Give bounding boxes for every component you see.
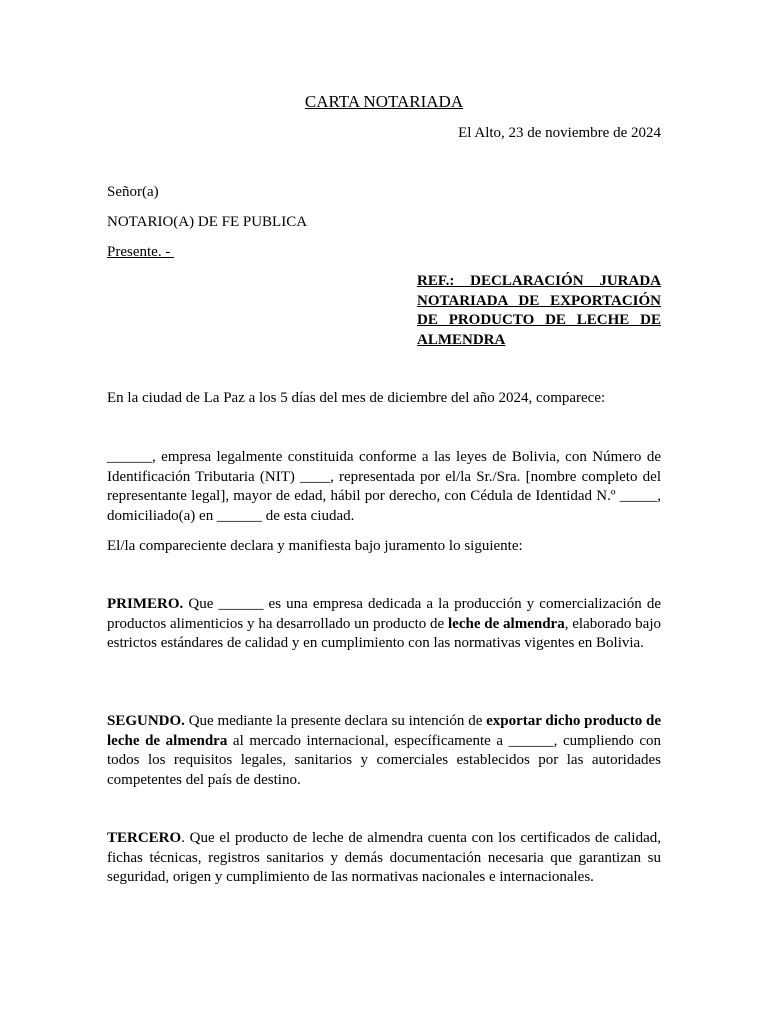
reference-block: REF.: DECLARACIÓN JURADA NOTARIADA DE EXPORTACIÓN DE PRODUCTO DE LECHE DE ALMENDRA	[417, 273, 661, 348]
recipient: NOTARIO(A) DE FE PUBLICA	[107, 214, 308, 230]
clause-text: Que ______ es una empresa dedicada a la producción y comercialización de productos alimenticios y ha desarrollado un producto de	[107, 596, 661, 632]
declaration-intro: El/la compareciente declara y manifiesta bajo juramento lo siguiente:	[107, 538, 523, 554]
clause-label: PRIMERO.	[107, 596, 184, 612]
clause-bold: exportar dicho producto de leche de almendra	[107, 713, 661, 749]
clause-text: . Que el producto de leche de almendra cuenta con los certificados de calidad, fichas técnicas, registros sanitarios y demás documentación necesaria que garantizan su seguridad, origen y cumplimiento de las normativas nacionales e internacionales.	[107, 830, 661, 885]
clause-text: Que mediante la presente declara su intención de	[184, 713, 487, 729]
clause-label: TERCERO	[107, 830, 182, 846]
clause-text: al mercado internacional, específicamente a ______, cumpliendo con todos los requisitos legales, sanitarios y comerciales establecidos por las autoridades competentes del país de destino.	[107, 732, 661, 788]
clause-segundo	[107, 712, 661, 790]
company-paragraph: ______, empresa legalmente constituida conforme a las leyes de Bolivia, con Número de Identificación Tributaria (NIT) ____, representada por el/la Sr./Sra. [nombre completo del representante legal], mayor de edad, hábil por derecho, con Cédula de Identidad N.º _____, domiciliado(a) en ______ de esta ciudad.	[107, 449, 661, 524]
document-title: CARTA NOTARIADA	[304, 92, 464, 111]
clause-bold: leche de almendra	[448, 615, 565, 632]
clause-text: , elaborado bajo estrictos estándares de calidad y en cumplimiento con las normativas vigentes en Bolivia.	[107, 615, 661, 651]
date-line: El Alto, 23 de noviembre de 2024	[458, 125, 661, 141]
clause-primero	[107, 595, 661, 654]
intro-paragraph: En la ciudad de La Paz a los 5 días del mes de diciembre del año 2024, comparece:	[107, 390, 606, 406]
clause-tercero	[107, 829, 661, 888]
clause-label: SEGUNDO.	[107, 713, 185, 729]
salutation: Señor(a)	[107, 184, 159, 200]
presente: Presente. -	[107, 244, 175, 260]
